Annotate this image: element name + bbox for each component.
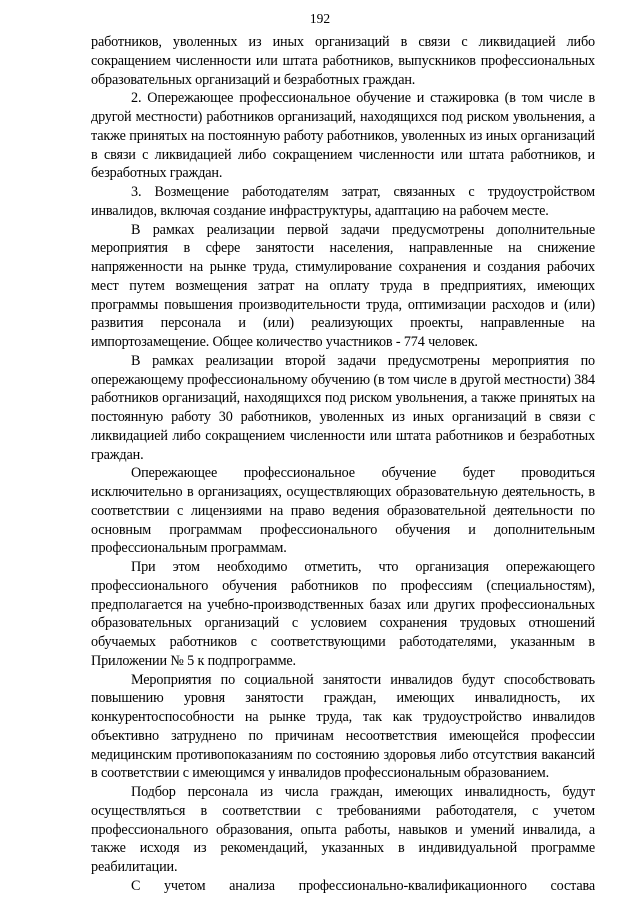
page-number: 192 (309, 11, 331, 26)
paragraph-training-organization: При этом необходимо отметить, что организация опережающего профессионального обучения работников по профессиям (специальностям), предполагается на учебно-производственных базах или других профессиональных образовательных организаций с условием сохранения трудовых отношений обучаемых работников с соответствующими работодателями, указанным в Приложении № 5 к подпрограмме. (91, 559, 595, 669)
paragraph-personnel-selection: Подбор персонала из числа граждан, имеющих инвалидность, будут осуществляться в соответствии с требованиями работодателя, с учетом профессионального образования, опыта работы, навыков и умений инвалида, а также исходя из рекомендаций, указанных в индивидуальной программе реабилитации. (91, 784, 595, 875)
paragraph-item-3: 3. Возмещение работодателям затрат, связанных с трудоустройством инвалидов, включая создание инфраструктуры, адаптацию на рабочем месте. (91, 184, 595, 219)
paragraph-continuation: работников, уволенных из иных организаций в связи с ликвидацией либо сокращением численности или штата работников, выпускников профессиональных образовательных организаций и безработных граждан. (91, 34, 595, 88)
paragraph-analysis: С учетом анализа профессионально-квалификационного состава (131, 877, 595, 894)
paragraph-disabled-employment: Мероприятия по социальной занятости инвалидов будут способствовать повышению уровня занятости граждан, имеющих инвалидность, их конкурентоспособности на рынке труда, так как трудоустройство инвалидов объективно затруднено по причинам несоответствия имеющейся профессии медицинским противопоказаниям по состоянию здоровья либо отсутствия вакансий в соответствии с имеющимся у инвалидов профессиональным образованием. (91, 671, 595, 782)
paragraph-second-task: В рамках реализации второй задачи предусмотрены мероприятия по опережающему профессиональному обучению (в том числе в другой местности) 384 работников организаций, находящихся под риском увольнения, а также принятых на постоянную работу 30 работников, уволенных из иных организаций в связи с ликвидацией либо сокращением численности или штата работников и безработных граждан. (91, 352, 595, 463)
document-body (91, 33, 595, 896)
paragraph-item-2: 2. Опережающее профессиональное обучение и стажировка (в том числе в другой местности) работников организаций, находящихся под риском увольнения, а также принятых на постоянную работу работников, уволенных из иных организаций в связи с ликвидацией либо сокращением численности или штата работников, и безработных граждан. (91, 90, 595, 182)
paragraph-first-task: В рамках реализации первой задачи предусмотрены дополнительные мероприятия в сфере занятости населения, направленные на снижение напряженности на рынке труда, стимулирование сохранения и создания рабочих мест путем возмещения затрат на оплату труда в предприятиях, имеющих программы повышения производительности труда, оптимизации расходов и (или) развития персонала и (или) реализующих проекты, направленные на импортозамещение. Общее количество участников - 774 человек. (91, 221, 595, 350)
paragraph-advance-training: Опережающее профессиональное обучение будет проводиться исключительно в организациях, осуществляющих образовательную деятельность, в соответствии с лицензиями на право ведения образовательной деятельности по основным программам профессионального обучения и дополнительным профессиональным программам. (91, 465, 595, 557)
